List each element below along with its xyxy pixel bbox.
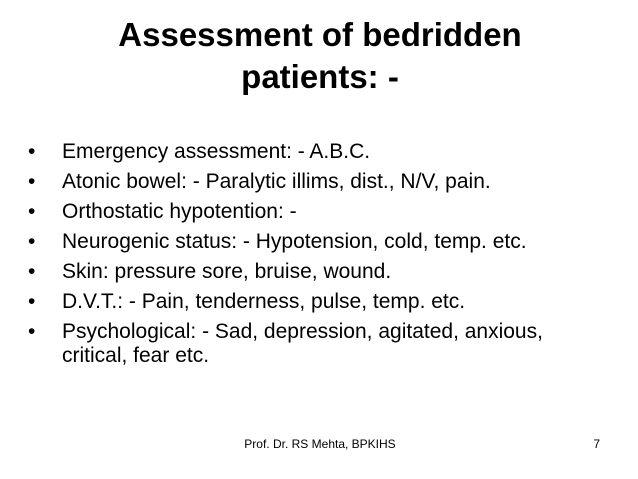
bullet-text: Neurogenic status: - Hypotension, cold, temp. etc.	[62, 230, 527, 253]
bullet-icon: •	[28, 200, 36, 223]
slide-title	[40, 14, 600, 98]
bullet-item-neurogenic-status	[24, 230, 614, 254]
bullet-icon: •	[28, 230, 36, 253]
bullet-icon: •	[28, 140, 36, 163]
bullet-icon: •	[28, 170, 36, 193]
bullet-icon: •	[28, 290, 36, 313]
bullet-icon: •	[28, 320, 36, 343]
bullet-item-emergency-assessment	[24, 140, 614, 164]
bullet-list	[24, 140, 614, 374]
slide-title-line-1: Assessment of bedridden	[118, 16, 522, 53]
bullet-text: Orthostatic hypotention: -	[62, 200, 297, 223]
bullet-icon: •	[28, 260, 36, 283]
page-number: 7	[593, 437, 600, 451]
bullet-item-atonic-bowel	[24, 170, 614, 194]
slide-title-line-2: patients: -	[241, 58, 399, 95]
bullet-item-psychological	[24, 320, 614, 368]
bullet-item-skin	[24, 260, 614, 284]
footer-author: Prof. Dr. RS Mehta, BPKIHS	[244, 437, 396, 451]
bullet-text: Emergency assessment: - A.B.C.	[62, 140, 371, 163]
bullet-item-orthostatic-hypotension	[24, 200, 614, 224]
bullet-text: Atonic bowel: - Paralytic illims, dist., N/V, pain.	[62, 170, 491, 193]
bullet-text: Skin: pressure sore, bruise, wound.	[62, 260, 392, 283]
bullet-text: Psychological: - Sad, depression, agitated, anxious, critical, fear etc.	[62, 320, 543, 367]
bullet-item-dvt	[24, 290, 614, 314]
bullet-text: D.V.T.: - Pain, tenderness, pulse, temp. etc.	[62, 290, 466, 313]
